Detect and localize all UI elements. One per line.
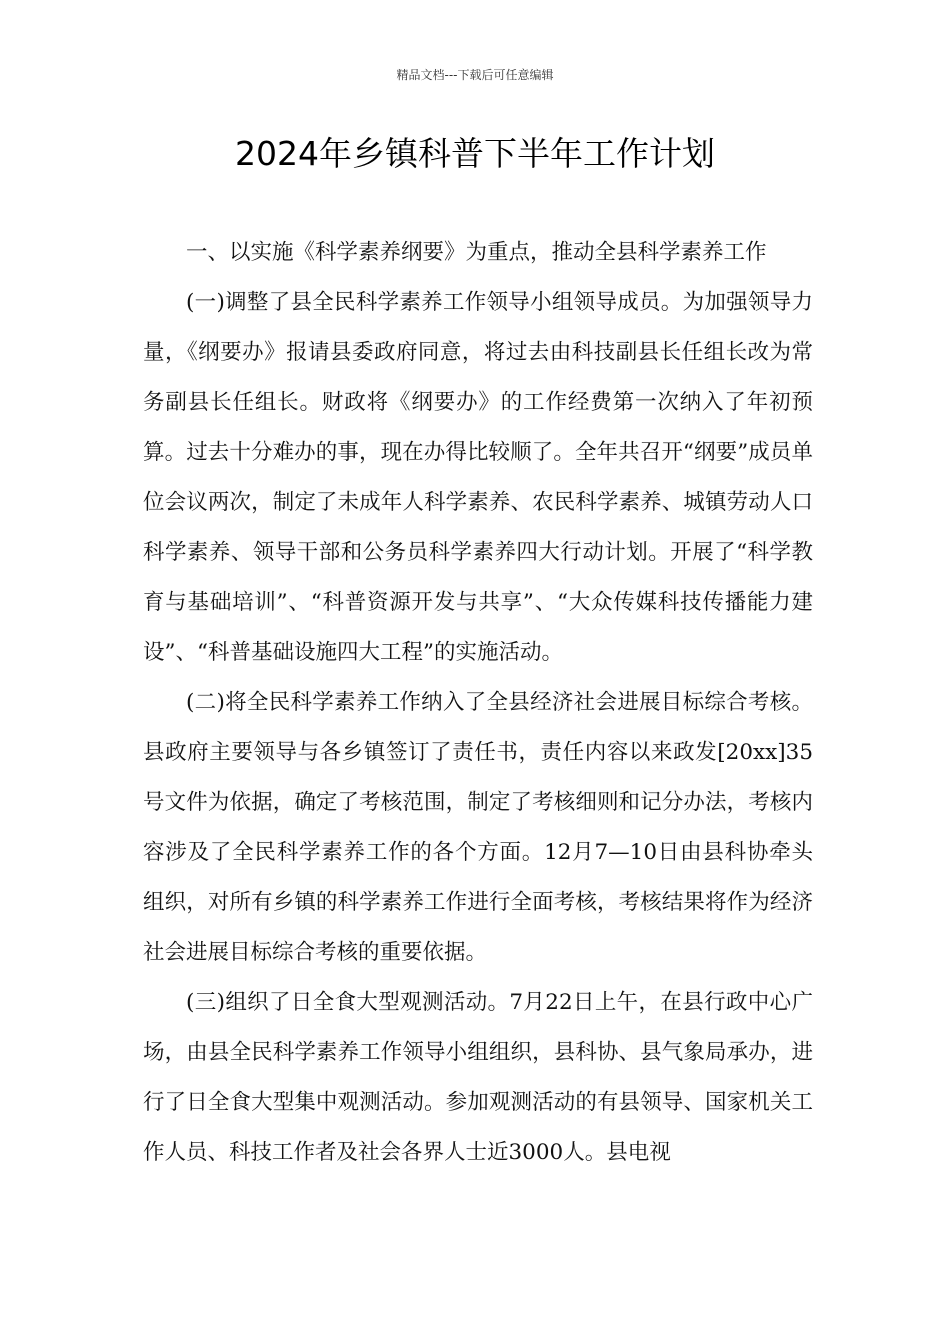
- document-title: 2024年乡镇科普下半年工作计划: [235, 134, 715, 173]
- paragraph: (一)调整了县全民科学素养工作领导小组领导成员。为加强领导力量，《纲要办》报请县委政府同意，将过去由科技副县长任组长改为常务副县长任组长。财政将《纲要办》的工作经费第一次纳入了年初预算。过去十分难办的事，现在办得比较顺了。全年共召开“纲要”成员单位会议两次，制定了未成年人科学素养、农民科学素养、城镇劳动人口科学素养、领导干部和公务员科学素养四大行动计划。开展了“科学教育与基础培训”、“科普资源开发与共享”、“大众传媒科技传播能力建设”、“科普基础设施四大工程”的实施活动。: [143, 290, 813, 665]
- document-body: [143, 228, 813, 1178]
- section-heading: 一、以实施《科学素养纲要》为重点，推动全县科学素养工作: [186, 240, 767, 265]
- paragraph: (三)组织了日全食大型观测活动。7月22日上午，在县行政中心广场，由县全民科学素养工作领导小组组织，县科协、县气象局承办，进行了日全食大型集中观测活动。参加观测活动的有县领导、国家机关工作人员、科技工作者及社会各界人士近3000人。县电视: [143, 990, 813, 1165]
- page-header: 精品文档---下载后可任意编辑: [396, 68, 554, 82]
- paragraph: (二)将全民科学素养工作纳入了全县经济社会进展目标综合考核。县政府主要领导与各乡镇签订了责任书，责任内容以来政发[20xx]35号文件为依据，确定了考核范围，制定了考核细则和记分办法，考核内容涉及了全民科学素养工作的各个方面。12月7—10日由县科协牵头组织，对所有乡镇的科学素养工作进行全面考核，考核结果将作为经济社会进展目标综合考核的重要依据。: [143, 690, 813, 965]
